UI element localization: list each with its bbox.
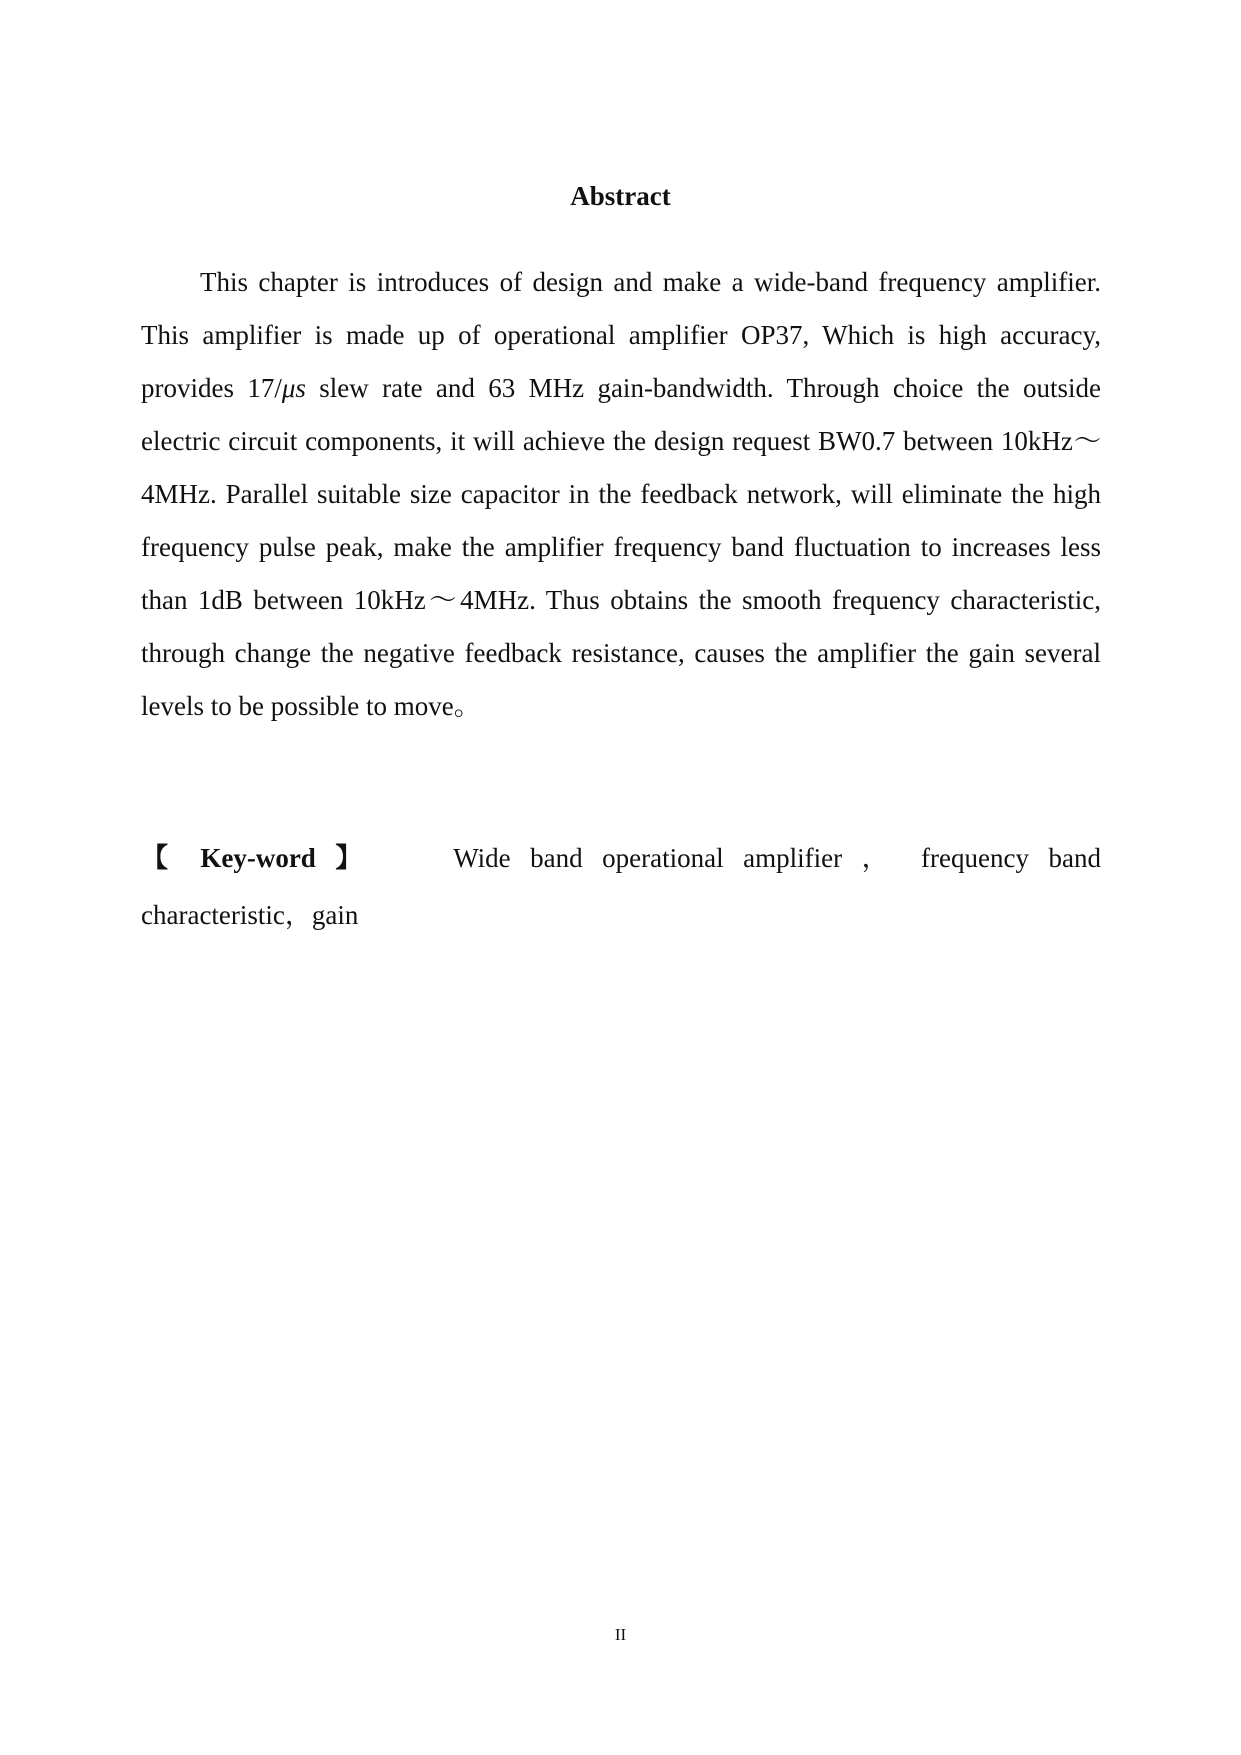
slew-rate-value: 17/ xyxy=(247,373,282,403)
page-number: II xyxy=(614,1625,627,1644)
keywords-text: Wide band operational amplifier ， frequency band characteristic，gain xyxy=(141,843,1101,930)
abstract-text-part2: slew rate and 63 MHz gain-bandwidth. Through choice the outside electric circuit components, it will achieve the design request BW0.7 between 10kHz～4MHz. Parallel suitable size capacitor in the feedback network, will eliminate the high frequency pulse peak, make the amplifier frequency band fluctuation to increases less than 1dB between 10kHz～4MHz. Thus obtains the smooth frequency characteristic, through change the negative feedback resistance, causes the amplifier the gain several levels to be possible to move。 xyxy=(141,373,1101,721)
keywords-label: 【 Key-word 】 xyxy=(141,843,376,873)
slew-rate-unit: μs xyxy=(281,373,306,403)
keywords-paragraph xyxy=(141,830,1101,944)
page-title: Abstract xyxy=(570,181,671,211)
abstract-text-part1: This chapter is introduces of design and make a wide-band frequency amplifier. This amplifier is made up of operational amplifier OP37, Which is high accuracy, provides xyxy=(141,267,1101,403)
abstract-paragraph xyxy=(141,256,1101,733)
